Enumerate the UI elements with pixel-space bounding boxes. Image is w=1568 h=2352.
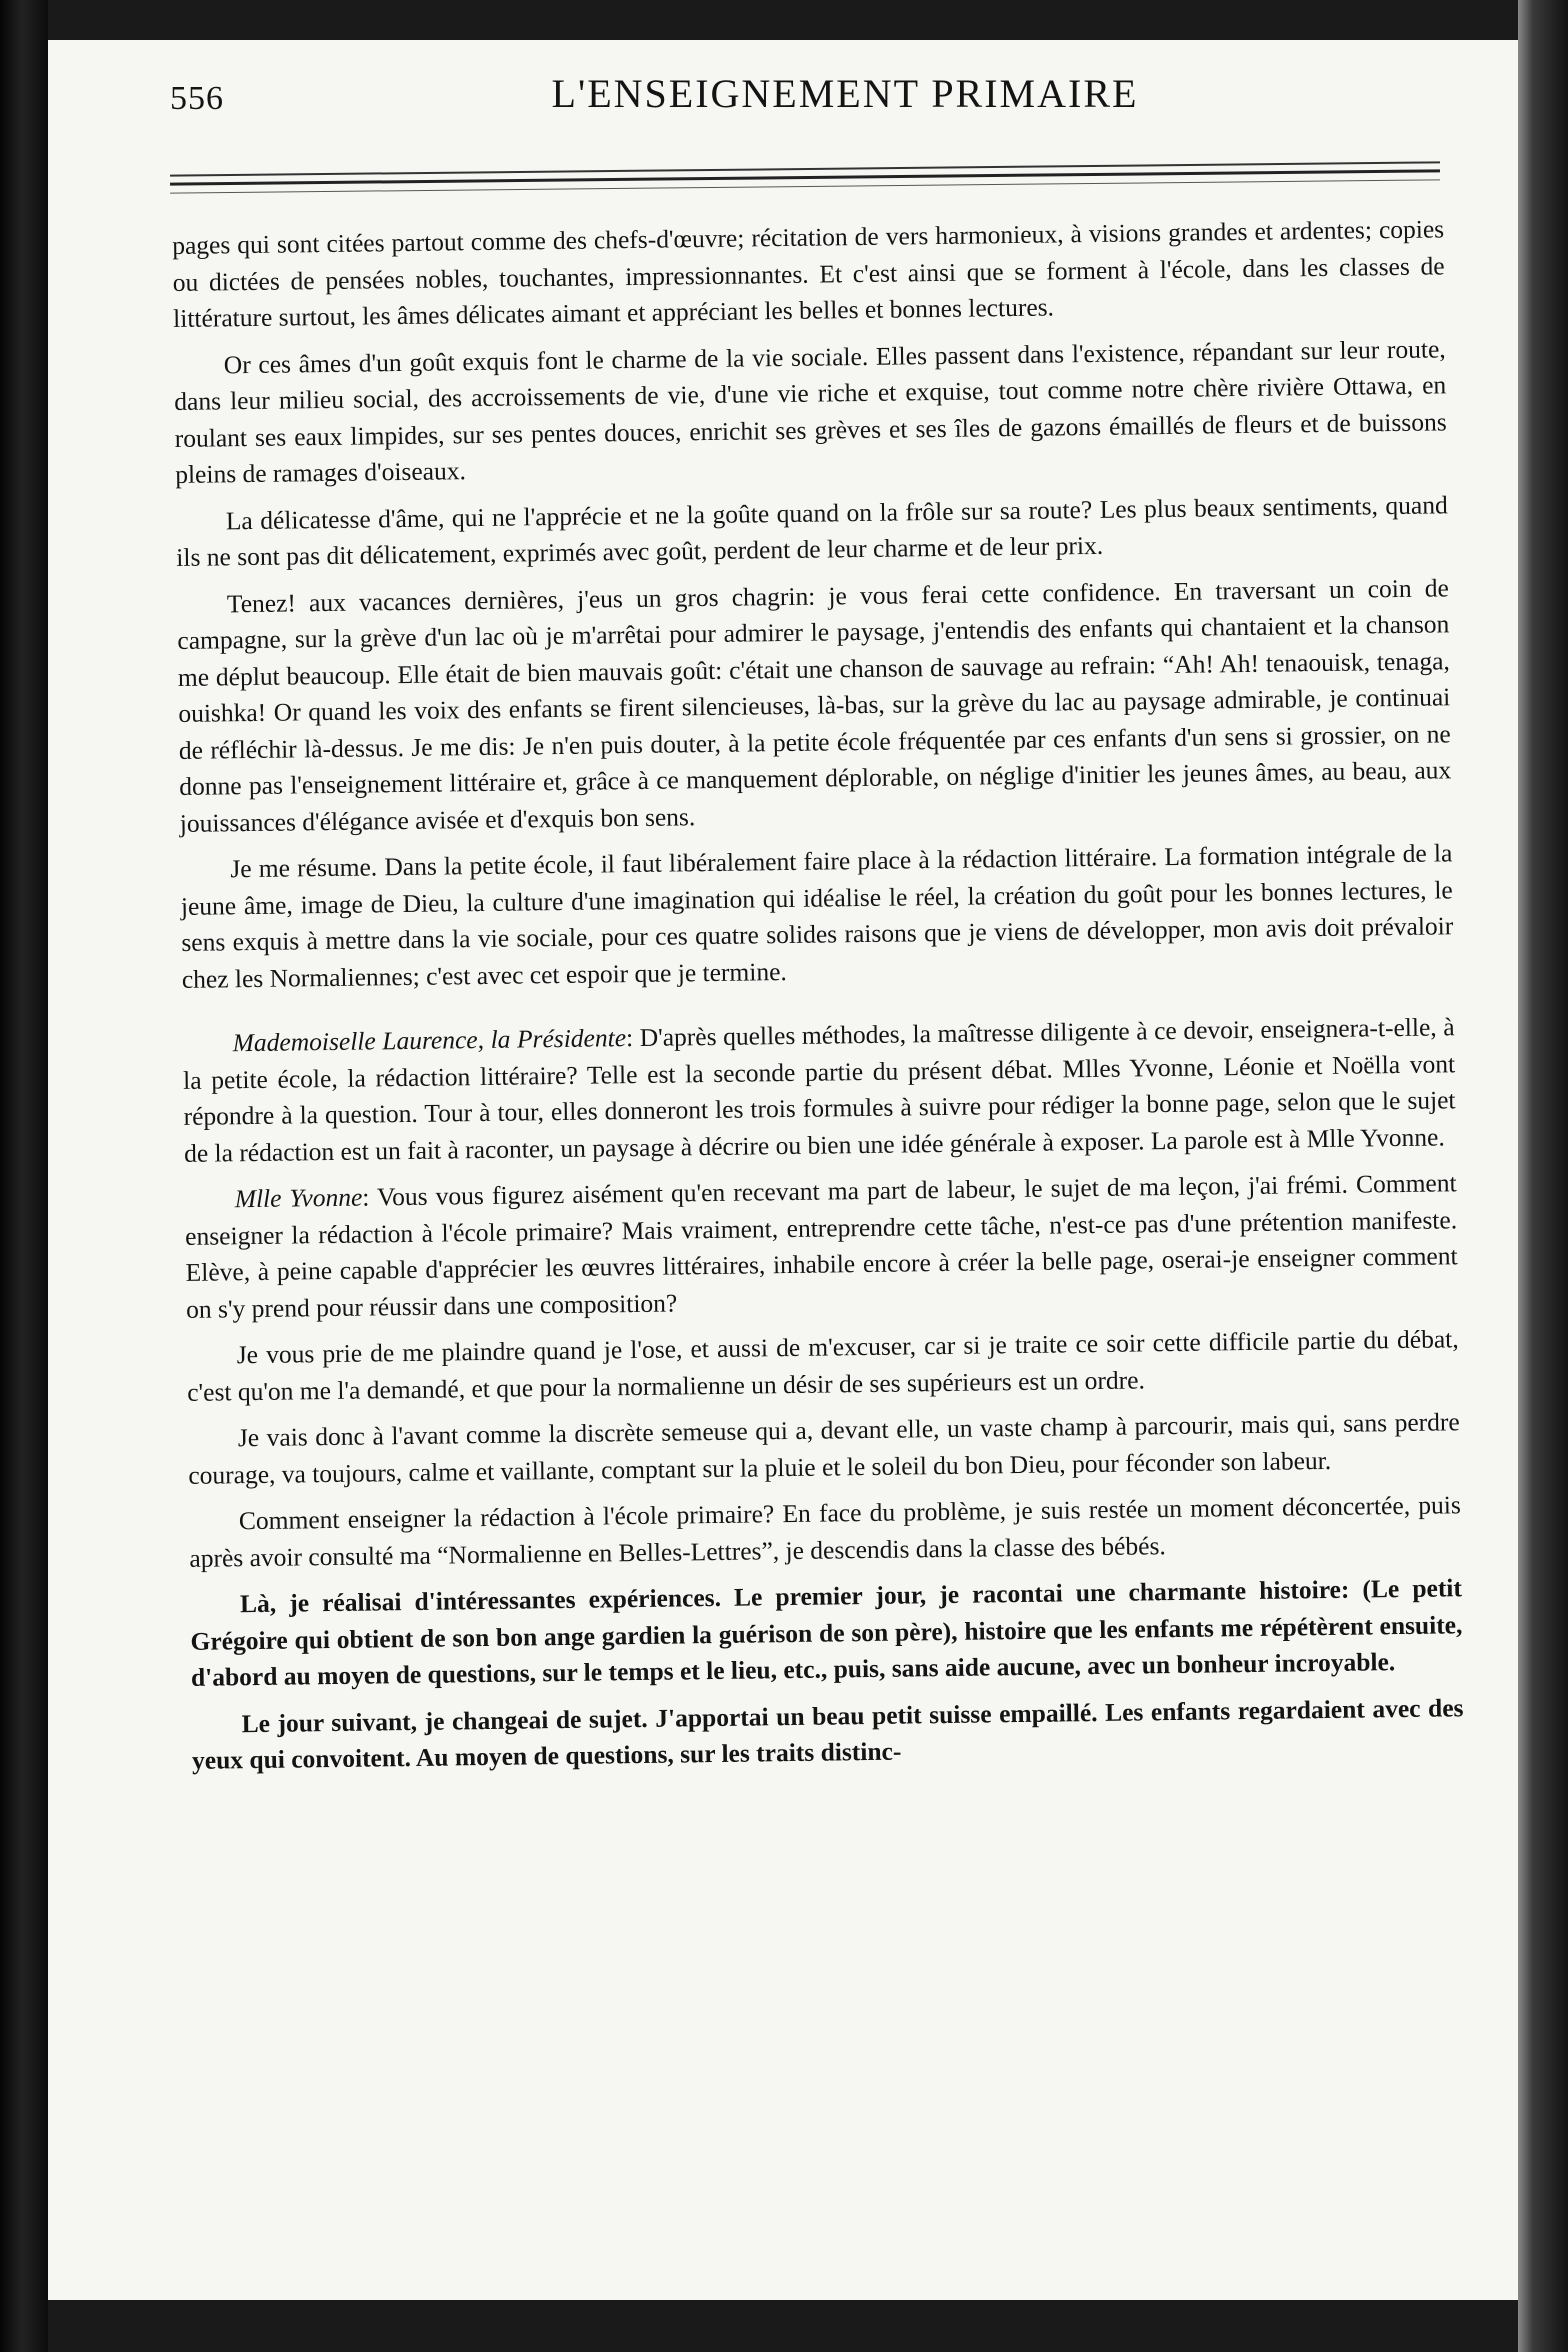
dialogue-paragraph — [184, 1165, 1458, 1328]
paragraph: Comment enseigner la rédaction à l'école primaire? En face du problème, je suis restée un moment déconcertée, puis après avoir consulté ma “Normalienne en Belles-Lettres”, je descendis dans la classe des bébés. — [189, 1490, 1462, 1573]
body-text — [172, 211, 1464, 1789]
paragraph: Je vais donc à l'avant comme la discrète semeuse qui a, devant elle, un vaste champ à parcourir, mais qui, sans perdre courage, va toujours, calme et vaillante, comptant sur la pluie et le soleil du bon Dieu, pour féconder son labeur. — [188, 1407, 1460, 1490]
paragraph: Je me résume. Dans la petite école, il faut libéralement faire place à la rédaction littéraire. La formation intégrale de la jeune âme, image de Dieu, la culture d'une imagination qui idéalise le réel, la création du goût pour les bonnes lectures, le sens exquis à mettre dans la vie sociale, pour ces quatre solides raisons que je viens de développer, mon avis doit prévaloir chez les Normaliennes; c'est avec cet espoir que je termine. — [180, 838, 1454, 994]
speech-text: : D'après quelles méthodes, la maîtresse diligente à ce devoir, enseignera-t-elle, à la petite école, la rédaction littéraire? Telle est la seconde partie du présent débat. Mlles Yvonne, Léonie et Noëlla vont répondre à la question. Tour à tour, elles donneront les trois formules à suivre pour rédiger la bonne page, selon que le sujet de la rédaction est un fait à raconter, un paysage à décrire ou bien une idée générale à exposer. La parole est à Mlle Yvonne. — [182, 1012, 1456, 1168]
dialogue-paragraph — [182, 1009, 1456, 1172]
speech-text: : Vous vous figurez aisément qu'en recevant ma part de labeur, le sujet de ma leçon, j'ai frémi. Comment enseigner la rédaction à l'école primaire? Mais vraiment, entreprendre cette tâche, n'est-ce pas d'une prétention manifeste. Elève, à peine capable d'apprécier les œuvres littéraires, inhabile encore à créer la belle page, oserai-je enseigner comment on s'y prend pour réussir dans une composition? — [185, 1168, 1458, 1324]
speaker-name: Mademoiselle Laurence, la Présidente — [232, 1023, 627, 1058]
paragraph: La délicatesse d'âme, qui ne l'apprécie et ne la goûte quand on la frôle sur sa route? Les plus beaux sentiments, quand ils ne sont pas dit délicatement, exprimés avec goût, perdent de leur charme et de leur prix. — [176, 489, 1448, 572]
running-title: L'ENSEIGNEMENT PRIMAIRE — [551, 71, 1139, 116]
speaker-name: Mlle Yvonne — [234, 1182, 363, 1214]
page-edge-shadow — [1518, 0, 1568, 2352]
paragraph: Je vous prie de me plaindre quand je l'ose, et aussi de m'excuser, car si je traite ce soir cette difficile partie du débat, c'est qu'on me l'a demandé, et que pour la normalienne un désir de ses supérieurs est un ordre. — [187, 1324, 1459, 1407]
paragraph: Or ces âmes d'un goût exquis font le charme de la vie sociale. Elles passent dans l'existence, répandant sur leur route, dans leur milieu social, des accroissements de vie, d'une vie riche et exquise, tout comme notre chère rivière Ottawa, en roulant ses eaux limpides, sur ses pentes douces, enrichit ses grèves et ses îles de gazons émaillés de fleurs et de buissons pleins de ramages d'oiseaux. — [174, 333, 1447, 489]
page-header — [170, 70, 1440, 130]
paragraph: Tenez! aux vacances dernières, j'eus un gros chagrin: je vous ferai cette confidence. En traversant un coin de campagne, sur la grève d'un lac où je m'arrêtai pour admirer le paysage, j'entendis des enfants qui chantaient et la chanson me déplut beaucoup. Elle était de bien mauvais goût: c'était une chanson de sauvage au refrain: “Ah! Ah! tenaouisk, tenaga, ouishka! Or quand les voix des enfants se firent silencieuses, là-bas, sur la grève du lac au paysage admirable, je continuai de réfléchir là-dessus. Je me dis: Je n'en puis douter, à la petite école fréquentée par ces enfants d'un sens si grossier, on ne donne pas l'enseignement littéraire et, grâce à ce manquement déplorable, on néglige d'initier les jeunes âmes, au beau, aux jouissances d'élégance avisée et d'exquis bon sens. — [177, 572, 1452, 838]
paragraph: pages qui sont citées partout comme des chefs-d'œuvre; récitation de vers harmonieux, à visions grandes et ardentes; copies ou dictées de pensées nobles, touchantes, impressionnantes. Et c'est ainsi que se forment à l'école, dans les classes de littérature surtout, les âmes délicates aimant et appréciant les belles et bonnes lectures. — [172, 214, 1445, 333]
book-binding-shadow — [0, 0, 48, 2352]
page-number: 556 — [170, 80, 224, 117]
paragraph: Là, je réalisai d'intéressantes expériences. Le premier jour, je racontai une charmante histoire: (Le petit Grégoire qui obtient de son bon ange gardien la guérison de son père), histoire que les enfants me répétèrent ensuite, d'abord au moyen de questions, sur le temps et le lieu, etc., puis, sans aide aucune, avec un bonheur incroyable. — [190, 1573, 1463, 1692]
paragraph: Le jour suivant, je changeai de sujet. J'apportai un beau petit suisse empaillé. Les enfants regardaient avec des yeux qui convoitent. Au moyen de questions, sur les traits distinc- — [191, 1692, 1464, 1775]
